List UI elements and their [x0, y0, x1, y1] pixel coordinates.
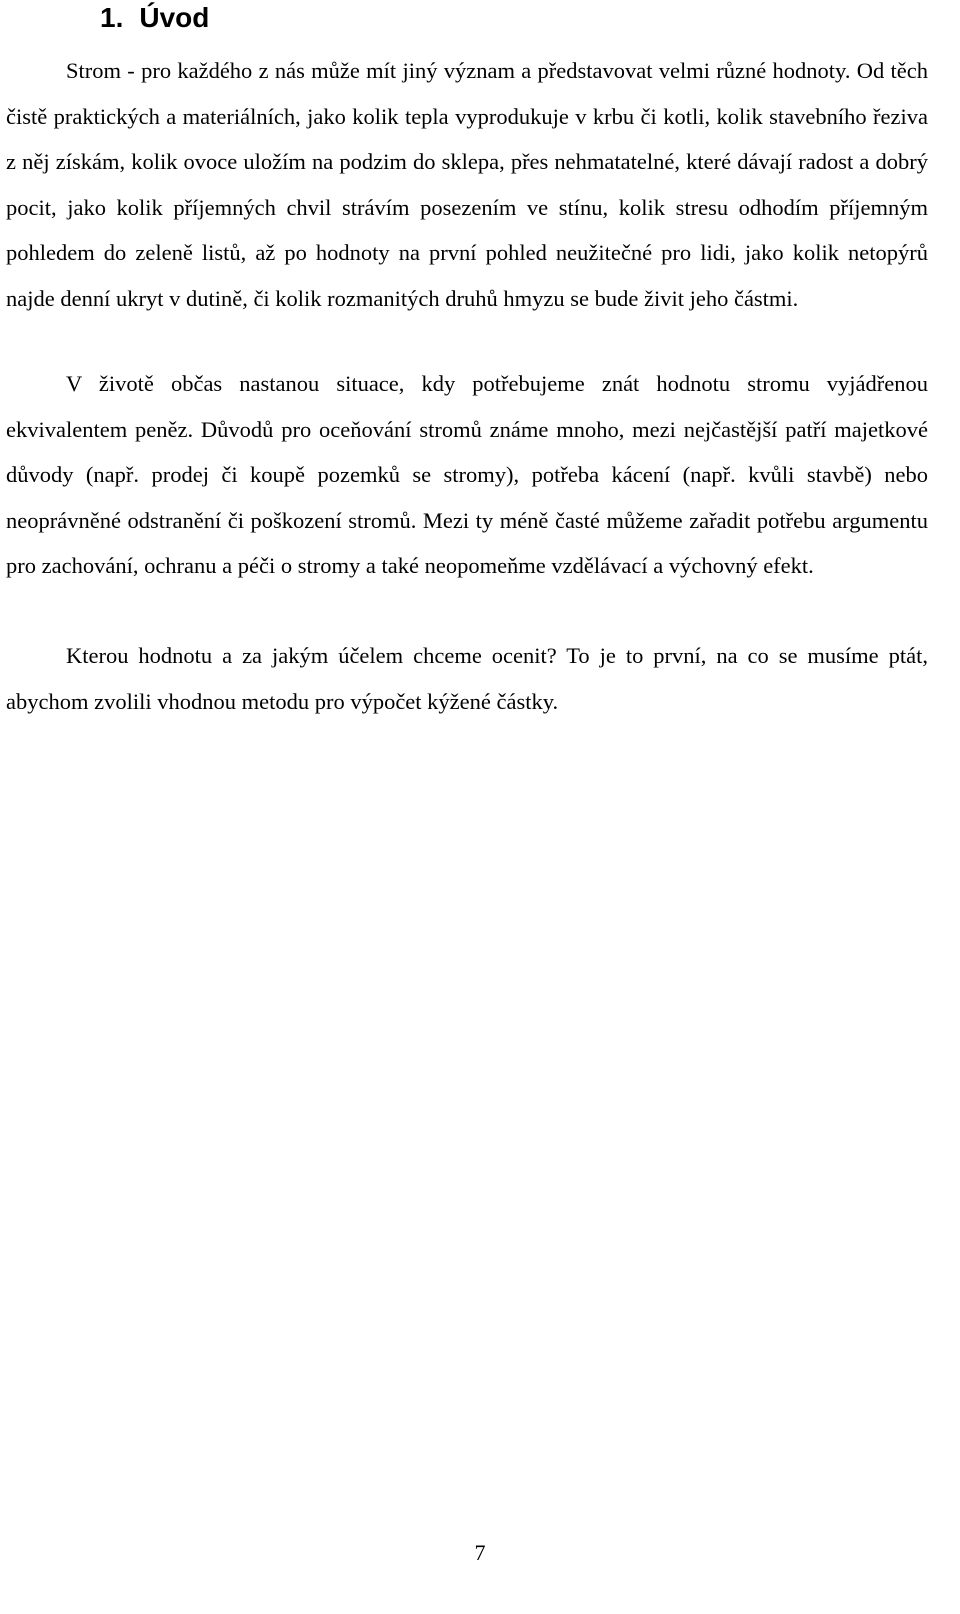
- paragraph-block-2: [6, 361, 928, 589]
- paragraph-block-3: [6, 633, 928, 724]
- paragraph-block-1: [6, 48, 928, 321]
- chapter-heading: [100, 0, 209, 36]
- chapter-title: Úvod: [139, 2, 210, 33]
- page-number: 7: [474, 1540, 486, 1565]
- paragraph: Kterou hodnotu a za jakým účelem chceme ocenit? To je to první, na co se musíme ptát, abychom zvolili vhodnou metodu pro výpočet kýžené částky.: [6, 643, 928, 714]
- chapter-number: 1.: [100, 2, 124, 33]
- paragraph: V životě občas nastanou situace, kdy potřebujeme znát hodnotu stromu vyjádřenou ekvivalentem peněz. Důvodů pro oceňování stromů známe mnoho, mezi nejčastější patří majetkové důvody (např. prodej či koupě pozemků se stromy), potřeba kácení (např. kvůli stavbě) nebo neoprávněné odstranění či poškození stromů. Mezi ty méně časté můžeme zařadit potřebu argumentu pro zachování, ochranu a péči o stromy a také neopomeňme vzdělávací a výchovný efekt.: [6, 371, 928, 578]
- paragraph: Strom - pro každého z nás může mít jiný význam a představovat velmi různé hodnoty. Od těch čistě praktických a materiálních, jako kolik tepla vyprodukuje v krbu či kotli, kolik stavebního řeziva z něj získám, kolik ovoce uložím na podzim do sklepa, přes nehmatatelné, které dávají radost a dobrý pocit, jako kolik příjemných chvil strávím posezením ve stínu, kolik stresu odhodím příjemným pohledem do zeleně listů, až po hodnoty na první pohled neužitečné pro lidi, jako kolik netopýrů najde denní ukryt v dutině, či kolik rozmanitých druhů hmyzu se bude živit jeho částmi.: [6, 58, 928, 311]
